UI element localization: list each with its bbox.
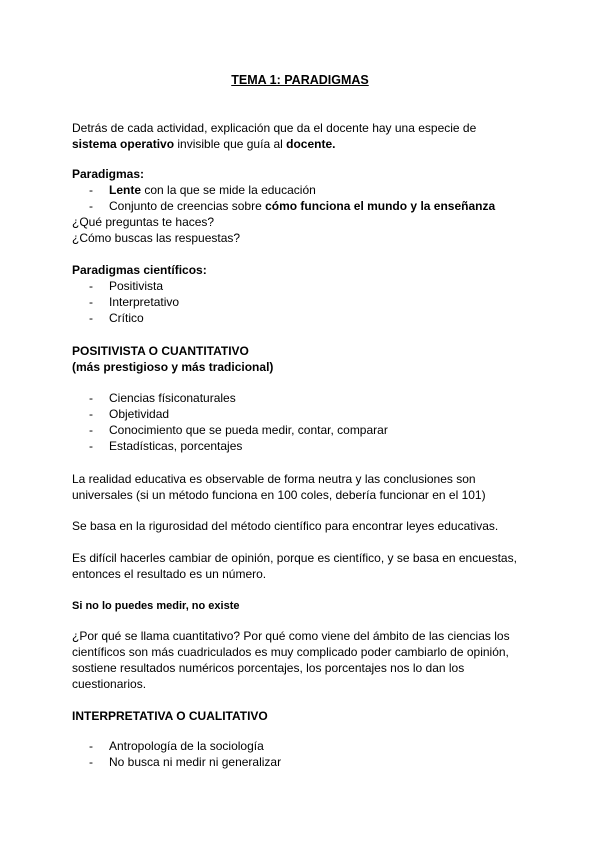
bold-note: Si no lo puedes medir, no existe — [72, 600, 240, 612]
paragraph-cuantitativo-4: cuestionarios. — [72, 677, 147, 691]
intro-bold-1: sistema operativo — [72, 137, 175, 151]
list-dash: - — [89, 739, 93, 753]
list-item-text: Conocimiento que se pueda medir, contar, comparar — [109, 423, 388, 437]
list-dash: - — [89, 755, 93, 769]
list-dash: - — [89, 199, 93, 213]
positivista-heading: POSITIVISTA O CUANTITATIVO — [72, 344, 249, 358]
creencias-text: Conjunto de creencias sobre — [109, 199, 266, 213]
list-item — [89, 278, 549, 294]
list-dash: - — [89, 423, 93, 437]
paragraph-cuantitativo-3: sostiene resultados numéricos porcentajes, los porcentajes nos lo dan los — [72, 661, 465, 675]
list-item-text: No busca ni medir ni generalizar — [109, 755, 282, 769]
list-dash: - — [89, 311, 93, 325]
list-item — [89, 406, 549, 422]
list-dash: - — [89, 391, 93, 405]
list-dash: - — [89, 295, 93, 309]
list-item-text: Positivista — [109, 279, 164, 293]
interpretativa-heading: INTERPRETATIVA O CUALITATIVO — [72, 709, 268, 723]
paragraph-realidad-1: La realidad educativa es observable de forma neutra y las conclusiones son — [72, 472, 476, 486]
list-item — [89, 422, 549, 438]
list-item-text: Objetividad — [109, 407, 170, 421]
list-item-text: Crítico — [109, 311, 144, 325]
positivista-subheading: (más prestigioso y más tradicional) — [72, 360, 274, 374]
intro-line-1: Detrás de cada actividad, explicación que da el docente hay una especie de — [72, 121, 477, 135]
paragraph-dificil-1: Es difícil hacerles cambiar de opinión, porque es científico, y se basa en encuestas, — [72, 551, 517, 565]
cientificos-heading: Paradigmas científicos: — [72, 263, 207, 277]
paradigmas-heading: Paradigmas: — [72, 167, 145, 181]
list-item-text: Estadísticas, porcentajes — [109, 439, 243, 453]
lente-bold: Lente — [109, 183, 142, 197]
paragraph-rigurosidad: Se basa en la rigurosidad del método científico para encontrar leyes educativas. — [72, 519, 499, 533]
question-2: ¿Cómo buscas las respuestas? — [72, 231, 241, 245]
intro-line-2 — [72, 136, 542, 152]
list-item — [89, 390, 549, 406]
question-1: ¿Qué preguntas te haces? — [72, 215, 215, 229]
list-item-text: Interpretativo — [109, 295, 180, 309]
list-item — [89, 438, 549, 454]
list-dash: - — [89, 279, 93, 293]
list-dash: - — [89, 183, 93, 197]
list-item-text: Antropología de la sociología — [109, 739, 264, 753]
list-item — [89, 294, 549, 310]
page-title: TEMA 1: PARADIGMAS — [231, 73, 369, 87]
paragraph-realidad-2: universales (si un método funciona en 100 coles, debería funcionar en el 101) — [72, 488, 486, 502]
list-item — [89, 182, 549, 198]
creencias-bold: cómo funciona el mundo y la enseñanza — [265, 199, 496, 213]
list-dash: - — [89, 407, 93, 421]
lente-rest: con la que se mide la educación — [141, 183, 316, 197]
list-item — [89, 198, 549, 214]
paragraph-cuantitativo-1: ¿Por qué se llama cuantitativo? Por qué como viene del ámbito de las ciencias los — [72, 629, 510, 643]
paragraph-cuantitativo-2: científicos son más cuadriculados es muy complicado poder cambiarlo de opinión, — [72, 645, 509, 659]
intro-text-2: invisible que guía al — [174, 137, 287, 151]
list-dash: - — [89, 439, 93, 453]
paragraph-dificil-2: entonces el resultado es un número. — [72, 567, 267, 581]
list-item — [89, 738, 549, 754]
intro-bold-2: docente. — [286, 137, 336, 151]
list-item — [89, 754, 549, 770]
list-item — [89, 310, 549, 326]
list-item-text: Ciencias físiconaturales — [109, 391, 236, 405]
